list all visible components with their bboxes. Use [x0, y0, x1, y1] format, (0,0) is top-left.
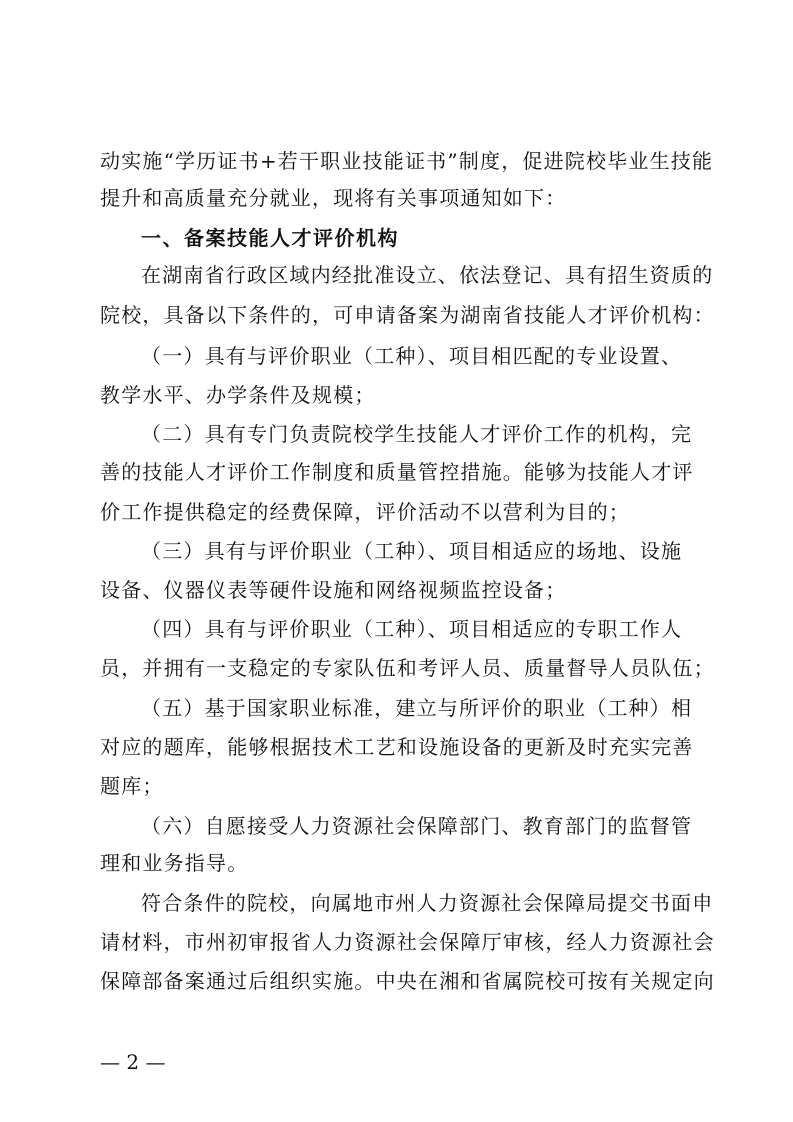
list-item-4: （四）具有与评价职业（工种）、项目相适应的专职工作人: [141, 617, 683, 641]
body-line: 员，并拥有一支稳定的专家队伍和考评人员、质量督导人员队伍；: [100, 656, 715, 680]
body-line: 教学水平、办学条件及规模；: [100, 383, 376, 407]
body-line: 请材料，市州初审报省人力资源社会保障厅审核，经人力资源社会: [100, 930, 715, 954]
section-heading: 一、备案技能人才评价机构: [141, 226, 399, 250]
body-line: 对应的题库，能够根据技术工艺和设施设备的更新及时充实完善: [100, 735, 694, 759]
list-item-1: （一）具有与评价职业（工种）、项目相匹配的专业设置、: [141, 344, 683, 368]
list-item-6: （六）自愿接受人力资源社会保障部门、教育部门的监督管: [141, 814, 693, 838]
body-line: 在湖南省行政区域内经批准设立、依法登记、具有招生资质的: [141, 263, 714, 287]
list-item-5: （五）基于国家职业标准，建立与所评价的职业（工种）相: [141, 696, 693, 720]
list-item-3: （三）具有与评价职业（工种）、项目相适应的场地、设施: [141, 539, 683, 563]
body-line: 院校，具备以下条件的，可申请备案为湖南省技能人才评价机构：: [100, 303, 715, 327]
body-line: 保障部备案通过后组织实施。中央在湘和省属院校可按有关规定向: [100, 969, 715, 993]
body-line: 题库；: [100, 774, 164, 798]
body-line: 理和业务指导。: [100, 851, 249, 875]
body-line: 善的技能人才评价工作制度和质量管控措施。能够为技能人才评: [100, 460, 694, 484]
body-line: 提升和高质量充分就业，现将有关事项通知如下：: [100, 186, 567, 210]
body-line: 符合条件的院校，向属地市州人力资源社会保障局提交书面申: [141, 891, 714, 915]
body-line: 价工作提供稳定的经费保障，评价活动不以营利为目的；: [100, 500, 630, 524]
body-line: 动实施“学历证书+若干职业技能证书”制度，促进院校毕业生技能: [100, 149, 714, 173]
list-item-2: （二）具有专门负责院校学生技能人才评价工作的机构，完: [141, 422, 693, 446]
page-number: — 2 —: [100, 1050, 166, 1074]
body-line: 设备、仪器仪表等硬件设施和网络视频监控设备；: [100, 578, 567, 602]
